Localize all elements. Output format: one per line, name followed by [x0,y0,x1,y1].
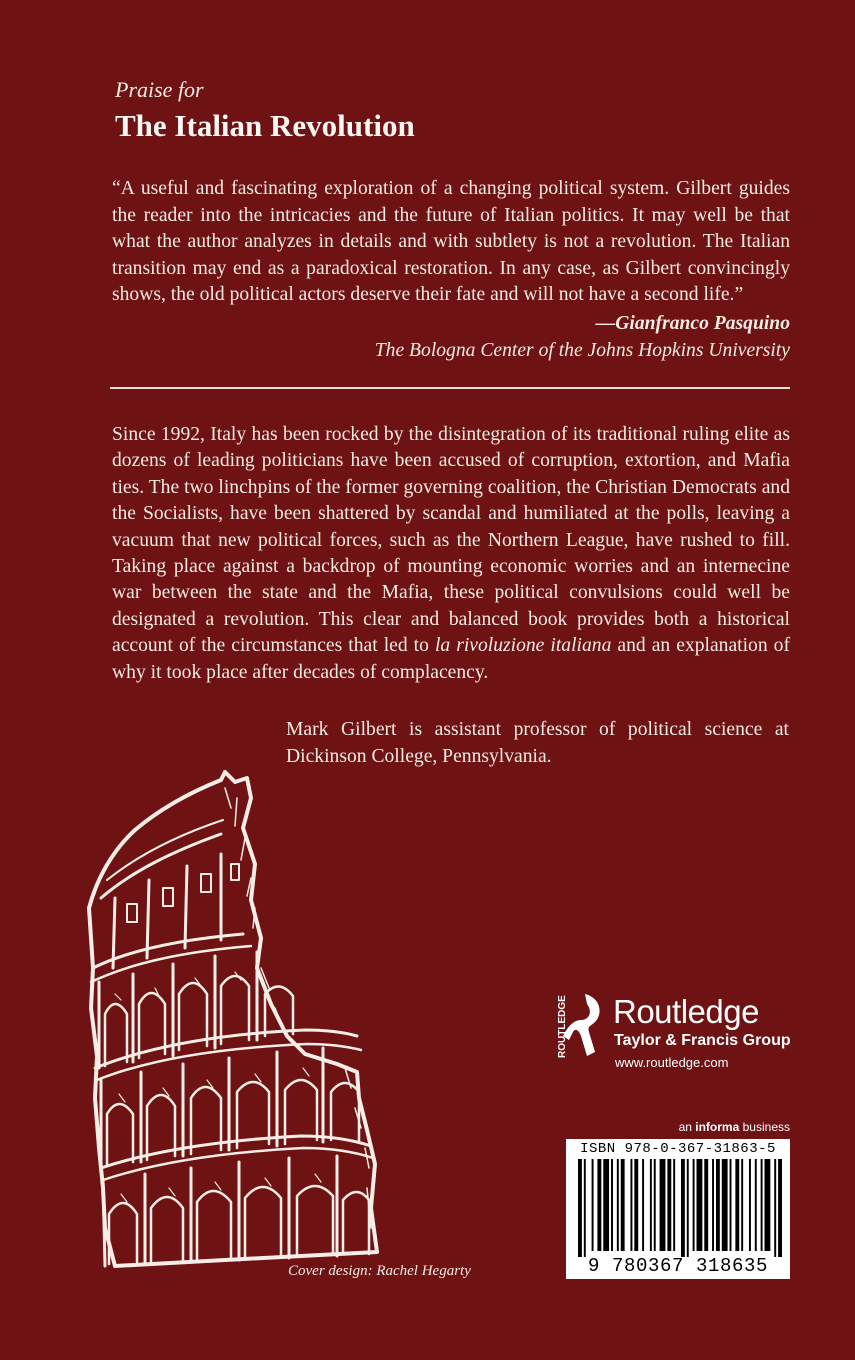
book-title: The Italian Revolution [115,108,415,143]
quote-attribution-name: —Gianfranco Pasquino [595,313,790,334]
book-description [112,422,790,686]
barcode-bar [634,1159,638,1251]
barcode-bar [621,1159,625,1251]
barcode-bar [749,1159,751,1251]
barcode-bar [761,1159,763,1251]
barcode-bar [660,1159,666,1251]
barcode-bar [584,1159,586,1257]
routledge-logo-icon [555,992,605,1062]
barcode-bar [697,1159,703,1251]
barcode-bar [681,1159,685,1257]
cover-design-credit: Cover design: Rachel Hegarty [288,1263,471,1279]
barcode-bar [617,1159,619,1251]
barcode-bar [630,1159,632,1251]
barcode-bar [716,1159,720,1251]
barcode-bar [778,1159,782,1257]
barcode-bar [592,1159,594,1251]
praise-quote: “A useful and fascinating exploration of a changing political system. Gilbert guides the reader into the intricacies and the future of Italian politics. It may well be that what the author analyzes in details and with subtlety is not a revolution. The Italian transition may end as a paradoxical restoration. In any case, as Gilbert convincingly shows, the old political actors deserve their fate and will not have a second life.” [112,178,790,306]
colosseum-illustration [75,768,385,1273]
praise-label: Praise for [115,77,204,102]
barcode-bar [693,1159,695,1251]
description-italic-phrase: la rivoluzione italiana [434,635,612,657]
barcode-bar [642,1159,644,1251]
barcode-bar [667,1159,671,1251]
barcode-bar [597,1159,601,1251]
informa-brand: informa [695,1120,740,1134]
isbn-label: ISBN 978-0-367-31863-5 [580,1141,776,1157]
barcode-bar [774,1159,776,1257]
publisher-url: www.routledge.com [615,1055,729,1070]
barcode-bar [673,1159,675,1251]
barcode-bar [603,1159,609,1251]
author-bio: Mark Gilbert is assistant professor of political science at Dickinson College, Pennsylvania. [286,719,789,767]
barcode-bar [611,1159,613,1251]
barcode-bar [722,1159,728,1251]
informa-business-tag [679,1120,790,1134]
informa-suffix: business [742,1120,790,1134]
barcode-bar [765,1159,771,1251]
divider-rule [110,387,790,389]
barcode-bar [755,1159,757,1251]
barcode-bar [578,1159,582,1257]
routledge-vertical-wordmark: ROUTLEDGE [557,995,568,1058]
publisher-name: Routledge [613,993,759,1030]
barcode-digits: 9 780367 318635 [587,1255,769,1277]
description-text-1: Since 1992, Italy has been rocked by the disintegration of its traditional ruling elite as dozens of leading politicians have been accused of corruption, extortion, and Mafia ties. The two linchpins of the former governing coalition, the Christian Democrats and the Socialists, have been shattered by scandal and humiliated at the polls, leaving a vacuum that new political forces, such as the Northern League, have rushed to fill. Taking place against a backdrop of mounting economic worries and an internecine war between the state and the Mafia, these political convulsions could well be designated a revolution. This clear and balanced book provides both a historical account of the circumstances that led to [112,424,790,657]
barcode-bar [687,1159,689,1257]
isbn-barcode [566,1139,790,1279]
quote-attribution-affiliation: The Bologna Center of the Johns Hopkins University [374,340,790,361]
barcode-bar [741,1159,743,1251]
informa-prefix: an [678,1120,692,1134]
barcode-bars [578,1159,782,1257]
publisher-group: Taylor & Francis Group [614,1032,791,1049]
barcode-bar [730,1159,732,1251]
barcode-bar [704,1159,708,1251]
publisher-block [555,992,795,1072]
barcode-bar [654,1159,656,1251]
barcode-bar [735,1159,739,1251]
description-text-2: and an explanation of why it took place after decades of complacency. [112,635,791,683]
barcode-bar [712,1159,714,1251]
barcode-bar [650,1159,652,1251]
